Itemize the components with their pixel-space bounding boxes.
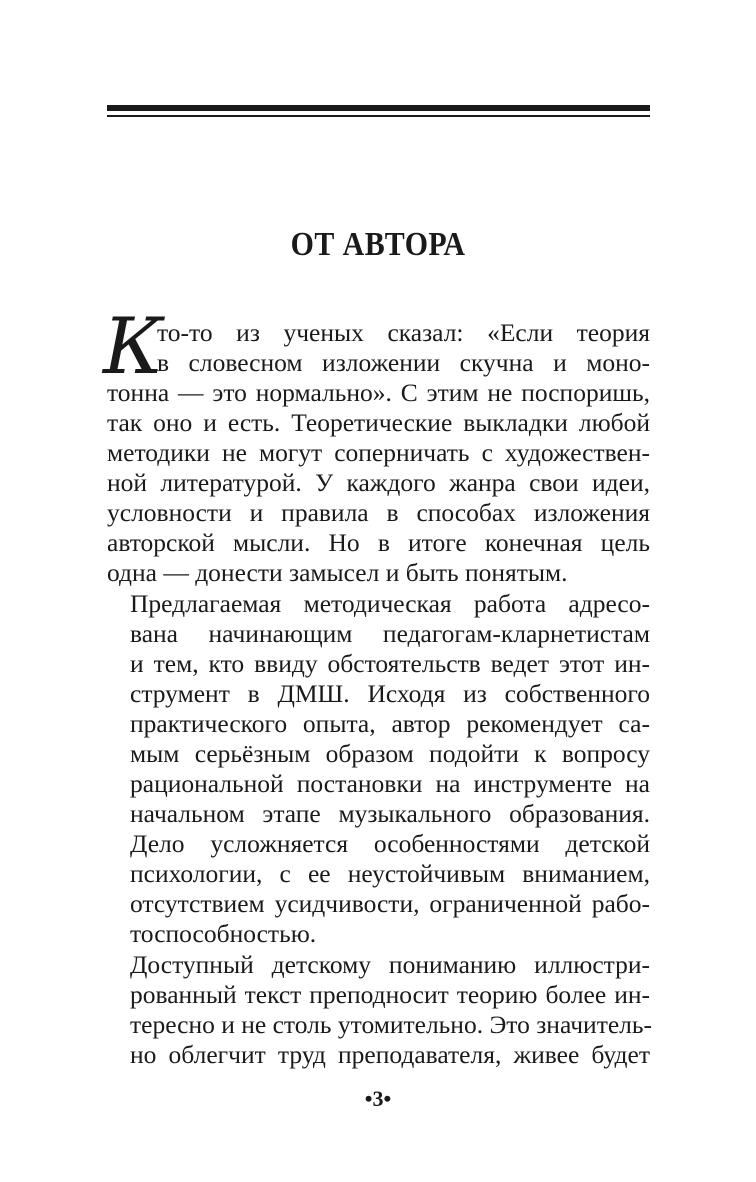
text-line: рациональной постановки на инструменте на [130, 769, 650, 798]
chapter-title: ОТ АВТОРА [290, 226, 466, 263]
body-text [103, 302, 653, 1071]
text-line: рованный текст преподносит теорию более ин- [130, 980, 650, 1009]
text-line: в словесном изложении скучна и моно- [157, 348, 650, 377]
text-line: вана начинающим педагогам-кларнетистам [130, 619, 650, 648]
paragraph-2 [107, 589, 650, 949]
header-rule-thick [107, 105, 650, 111]
text-line: так оно и есть. Теоретические выкладки любой [107, 408, 650, 437]
text-line: Доступный детскому пониманию иллюстри- [130, 950, 650, 979]
text-line: методики не могут соперничать с художествен- [107, 438, 650, 467]
text-line: ной литературой. У каждого жанра свои идеи, [107, 468, 650, 497]
text-line: отсутствием усидчивости, ограниченной рабо- [130, 889, 650, 918]
text-line: но облегчит труд преподавателя, живее будет [130, 1040, 650, 1069]
header-rule-thin [107, 115, 650, 117]
page-number: •3• [364, 1086, 392, 1111]
drop-cap: К [103, 302, 164, 392]
text-line: Дело усложняется особенностями детской [130, 829, 650, 858]
text-line: тонна — это нормально». С этим не поспоришь, [107, 378, 650, 407]
text-line: тоспособностью. [130, 919, 317, 948]
text-line: авторской мысли. Но в итоге конечная цель [107, 528, 650, 557]
text-line: Предлагаемая методическая работа адресо- [130, 589, 650, 618]
text-line: условности и правила в способах изложения [107, 498, 650, 527]
text-line: одна — донести замысел и быть понятым. [107, 558, 568, 587]
paragraph-3 [107, 950, 653, 1070]
text-line: начальном этапе музыкального образования. [130, 799, 650, 828]
text-line: и тем, кто ввиду обстоятельств ведет этот ин- [130, 649, 650, 678]
text-line: тересно и не столь утомительно. Это значитель- [130, 1010, 653, 1039]
paragraph-1 [103, 302, 650, 588]
text-line: мым серьёзным образом подойти к вопросу [130, 739, 650, 768]
text-line: психологии, с ее неустойчивым вниманием, [130, 859, 650, 888]
text-line: практического опыта, автор рекомендует са- [130, 709, 650, 738]
text-line: струмент в ДМШ. Исходя из собственного [130, 679, 650, 708]
text-line: то-то из ученых сказал: «Если теория [157, 318, 650, 347]
